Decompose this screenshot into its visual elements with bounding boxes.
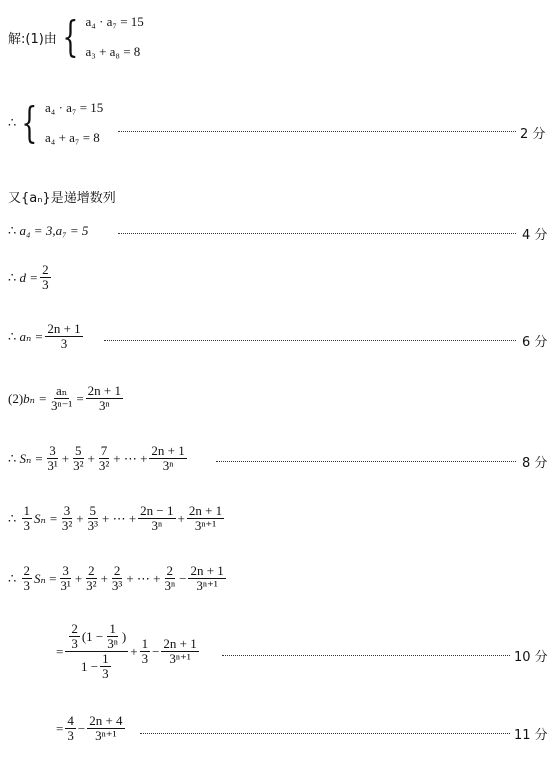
fraction [110, 564, 124, 593]
numerator: 3 [63, 503, 71, 518]
numerator: 2 [71, 621, 78, 636]
numerator: 1 [109, 621, 116, 636]
denominator: 3 [23, 578, 31, 593]
fraction [87, 714, 124, 743]
numerator: aₙ [55, 383, 68, 398]
therefore-symbol: ∴ [8, 328, 17, 344]
denominator: 3ⁿ⁻¹ [50, 398, 73, 413]
lhs: bₙ = [23, 390, 47, 406]
minus: − [179, 570, 187, 586]
numerator: 1 [141, 636, 149, 651]
dot-leader [140, 733, 510, 734]
fraction [60, 504, 74, 533]
dot-leader [104, 340, 516, 341]
equation: a₄ = 3,a₇ = 5 [19, 223, 89, 238]
fraction [97, 444, 111, 473]
fraction [140, 637, 151, 666]
denominator: 3 [60, 336, 68, 351]
minus: − [152, 643, 160, 659]
denominator: 3³ [87, 518, 98, 533]
fraction [161, 637, 198, 666]
fraction [71, 444, 85, 473]
score-mark: 2 分 [520, 127, 546, 142]
dot-leader [118, 233, 516, 234]
denominator: 3ⁿ⁺¹ [196, 578, 218, 593]
plus: + [130, 643, 138, 659]
equals: = [56, 720, 64, 736]
system-1 [8, 14, 144, 60]
line-third-sn: ∴ $\frac{1}{3}$ Sₙ = $\frac{3}{\text{3²}}$ + $\frac{5}{\text{3³}}$ + ⋯ + $\frac{2n - 1}{\text{3ⁿ}}$ + $\frac{2n + 1}{\text{3ⁿ⁺¹}}$ [8, 503, 223, 533]
denominator: 3² [61, 518, 73, 533]
equation: a₄ + a₇ = 8 [45, 130, 100, 145]
dot-leader [216, 461, 516, 462]
solution-label: 解:(1)由 [8, 31, 57, 47]
therefore-symbol: ∴ [8, 450, 17, 466]
denominator: 3ⁿ [99, 398, 110, 413]
fraction [49, 384, 74, 413]
denominator: 3² [86, 578, 97, 593]
fraction [187, 504, 224, 533]
numerator: 7 [100, 443, 108, 458]
denominator: 3 [141, 651, 149, 666]
score-mark: 4 分 [522, 228, 548, 243]
fraction [149, 444, 186, 473]
fraction [22, 504, 33, 533]
lhs: Sₙ = [19, 450, 44, 466]
fraction [188, 564, 225, 593]
therefore-symbol: ∴ [8, 570, 17, 586]
fraction [162, 564, 177, 593]
numerator: 2 [23, 563, 31, 578]
numerator: 2n + 1 [47, 321, 81, 336]
equation: a₄ · a₇ = 15 [85, 14, 144, 29]
fraction [105, 622, 120, 651]
line-twothird-sn: ∴ $\frac{2}{3}$ Sₙ = $\frac{3}{\text{3¹}}$ + $\frac{2}{\text{3²}}$ + $\frac{2}{\text{3³}}$ + ⋯ + $\frac{2}{\text{3ⁿ}}$ − $\frac{2n + 1}{\text{3ⁿ⁺¹}}$ [8, 563, 224, 593]
numerator: 1 [23, 503, 31, 518]
denominator: 3 [42, 277, 49, 292]
equation-system [45, 100, 103, 146]
equation: a₄ · a₇ = 15 [45, 100, 104, 115]
denominator: 3³ [111, 578, 123, 593]
therefore-symbol: ∴ [8, 223, 17, 238]
numerator: 2n + 4 [89, 713, 123, 728]
fraction [65, 714, 76, 743]
numerator: 5 [89, 503, 97, 518]
denominator: 3ⁿ [162, 458, 174, 473]
score-mark: 8 分 [522, 456, 548, 471]
denominator: 3² [98, 458, 110, 473]
denominator: 3 [67, 728, 74, 743]
fraction [45, 444, 59, 473]
numerator: 2 [113, 563, 121, 578]
left-brace: { [62, 12, 79, 61]
lhs: aₙ = [19, 328, 44, 344]
fraction [84, 564, 98, 593]
numerator: 2n + 1 [151, 443, 185, 458]
left-brace: { [21, 98, 38, 147]
equals: = [49, 570, 57, 586]
fraction [100, 652, 111, 681]
numerator: 3 [49, 443, 56, 458]
line-an [8, 322, 85, 351]
lhs: Sₙ = [34, 510, 58, 526]
denominator: 3 [71, 636, 78, 651]
line-bn [8, 384, 125, 413]
fraction [22, 564, 33, 593]
line-d [8, 263, 53, 292]
denominator: 3¹ [47, 458, 58, 473]
system-2 [8, 100, 103, 146]
numerator: 2n + 1 [190, 563, 224, 578]
ellipsis: + ⋯ + [101, 510, 137, 526]
denominator: 3 [23, 518, 31, 533]
score-mark: 6 分 [522, 335, 548, 350]
numerator: 4 [67, 713, 74, 728]
therefore-symbol: ∴ [8, 269, 17, 285]
fraction [69, 622, 80, 651]
denominator: 3ⁿ⁺¹ [169, 651, 191, 666]
part-label: (2) [8, 390, 24, 406]
line-final [56, 714, 127, 743]
denominator: 3ⁿ [107, 636, 118, 651]
lhs: d = [19, 269, 39, 285]
lhs: Sₙ [34, 570, 46, 586]
numerator: 2n − 1 [140, 503, 174, 518]
numerator: 1 [102, 651, 109, 666]
ellipsis: + ⋯ + [126, 570, 161, 586]
numerator: 2n + 1 [87, 383, 122, 398]
numerator: 2n + 1 [163, 636, 197, 651]
dot-leader [118, 131, 516, 132]
increasing-statement: 又{aₙ}是递增数列 [8, 191, 116, 206]
minus: − [77, 720, 86, 736]
equation-system [86, 14, 144, 60]
therefore-symbol: ∴ [8, 510, 17, 526]
numerator: 2n + 1 [188, 503, 223, 518]
fraction [40, 263, 51, 292]
numerator [65, 622, 128, 652]
denominator: 3 [102, 666, 109, 681]
denominator [79, 652, 115, 681]
denominator: 3ⁿ [164, 578, 176, 593]
equation: a₃ + a₈ = 8 [85, 44, 141, 59]
denominator: 3¹ [60, 578, 71, 593]
denominator: 3ⁿ [151, 518, 163, 533]
denominator: 3ⁿ⁺¹ [95, 728, 117, 743]
fraction [86, 504, 100, 533]
score-mark: 11 分 [514, 728, 548, 743]
ellipsis: + ⋯ + [113, 450, 148, 466]
denominator-prefix: 1 − [80, 658, 99, 674]
paren-open: (1 − [81, 628, 104, 644]
fraction [86, 384, 123, 413]
numerator: 2 [88, 563, 95, 578]
line-a4-a7 [8, 223, 88, 239]
numerator: 2 [42, 262, 49, 277]
therefore-symbol: ∴ [8, 115, 17, 130]
dot-leader [222, 655, 510, 656]
equals: = [56, 643, 64, 659]
line-geometric [56, 622, 201, 681]
fraction [138, 504, 175, 533]
numerator: 2 [166, 563, 174, 578]
numerator: 3 [62, 563, 69, 578]
denominator: 3ⁿ⁺¹ [194, 518, 217, 533]
equals: = [76, 390, 84, 406]
score-mark: 10 分 [514, 650, 548, 665]
compound-fraction [65, 622, 128, 681]
fraction [58, 564, 72, 593]
line-sn: ∴ Sₙ = $\frac{3}{\text{3¹}}$ + $\frac{5}{\text{3²}}$ + $\frac{7}{\text{3²}}$ + ⋯ + $\frac{2n + 1}{\text{3ⁿ}}$ [8, 443, 185, 473]
paren-close: ) [121, 628, 127, 644]
fraction [45, 322, 82, 351]
numerator: 5 [75, 443, 82, 458]
denominator: 3² [73, 458, 84, 473]
